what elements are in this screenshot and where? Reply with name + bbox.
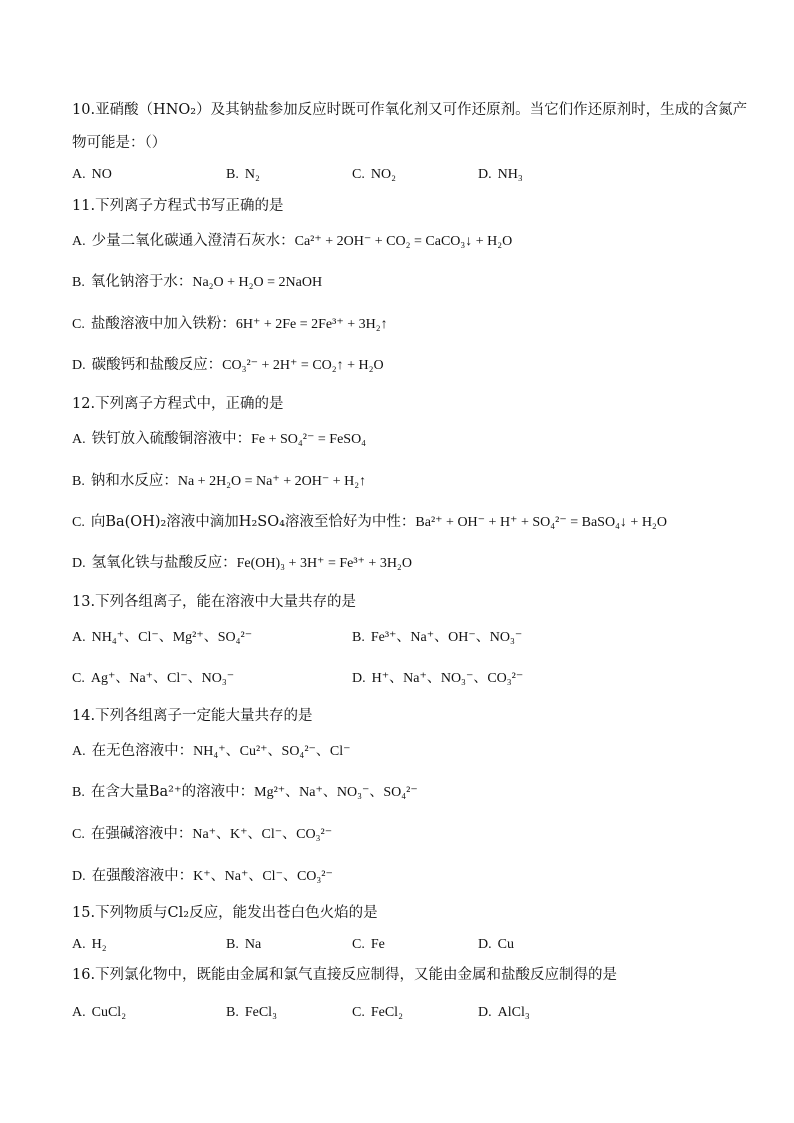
option-formula: Ba²⁺ + OH⁻ + H⁺ + SO₄²⁻ = BaSO₄↓ + H₂O	[415, 515, 667, 530]
option-16-c	[352, 1003, 403, 1021]
option-16-b	[226, 1003, 277, 1021]
option-16-a	[72, 1003, 126, 1021]
option-15-d	[478, 935, 514, 953]
option-label: A.	[72, 630, 86, 645]
option-label: C.	[72, 515, 85, 530]
option-formula: Ca²⁺ + 2OH⁻ + CO₂ = CaCO₃↓ + H₂O	[294, 234, 513, 249]
option-formula: Na + 2H₂O = Na⁺ + 2OH⁻ + H₂↑	[177, 474, 367, 489]
option-15-a	[72, 935, 107, 953]
option-label: B.	[72, 785, 85, 800]
option-10-b	[226, 165, 260, 183]
option-formula: Na⁺、K⁺、Cl⁻、CO₃²⁻	[192, 827, 333, 842]
option-label: D.	[72, 869, 86, 884]
question-stem-text: 下列物质与Cl₂反应，能发出苍白色火焰的是	[95, 905, 378, 921]
question-stem-text: 亚硝酸（HNO₂）及其钠盐参加反应时既可作氧化剂又可作还原剂。当它们作还原剂时，生成的含氮产	[95, 102, 748, 118]
option-text: 少量二氧化碳通入澄清石灰水：	[91, 233, 295, 249]
question-stem-text: 下列氯化物中，既能由金属和氯气直接反应制得，又能由金属和盐酸反应制得的是	[95, 967, 618, 983]
question-number: 12.	[72, 396, 96, 412]
option-text: 在无色溶液中：	[91, 743, 194, 759]
option-11-c	[72, 315, 388, 333]
question-stem-text: 下列各组离子一定能大量共存的是	[95, 708, 313, 724]
option-11-d	[72, 356, 384, 374]
option-text: 在含大量Ba²⁺的溶液中：	[90, 784, 255, 800]
option-label: A.	[72, 432, 86, 447]
option-formula: Ag⁺、Na⁺、Cl⁻、NO₃⁻	[90, 671, 235, 686]
option-text: 氢氧化铁与盐酸反应：	[91, 555, 237, 571]
option-label: C.	[352, 937, 365, 952]
option-text: 碳酸钙和盐酸反应：	[91, 357, 223, 373]
option-12-d	[72, 554, 412, 572]
option-label: A.	[72, 744, 86, 759]
option-label: D.	[352, 671, 366, 686]
question-stem-text: 下列离子方程式书写正确的是	[95, 198, 284, 214]
question-number: 15.	[72, 905, 96, 921]
option-formula: CO₃²⁻ + 2H⁺ = CO₂↑ + H₂O	[222, 358, 384, 373]
option-label: A.	[72, 167, 86, 182]
option-text: 在强酸溶液中：	[91, 868, 194, 884]
option-formula: NH₃	[497, 167, 523, 182]
option-label: C.	[72, 827, 85, 842]
option-12-a	[72, 430, 366, 448]
option-label: B.	[352, 630, 365, 645]
question-16-stem	[72, 966, 617, 984]
option-15-b	[226, 935, 261, 953]
option-label: D.	[478, 1005, 492, 1020]
question-number: 11.	[72, 198, 96, 214]
option-text: 钠和水反应：	[90, 473, 178, 489]
option-formula: FeCl₃	[244, 1005, 277, 1020]
option-formula: NH₄⁺、Cl⁻、Mg²⁺、SO₄²⁻	[91, 630, 253, 645]
option-13-d	[352, 669, 523, 687]
option-formula: Na₂O + H₂O = 2NaOH	[192, 275, 323, 290]
question-12-stem	[72, 395, 284, 413]
question-number: 16.	[72, 967, 96, 983]
option-formula: Cu	[497, 937, 514, 952]
option-formula: CuCl₂	[91, 1005, 127, 1020]
option-label: B.	[226, 937, 239, 952]
option-label: A.	[72, 234, 86, 249]
option-formula: Fe	[370, 937, 385, 952]
question-stem-text: 物可能是：（）	[72, 135, 167, 151]
option-13-c	[72, 669, 234, 687]
option-formula: Na	[244, 937, 262, 952]
option-formula: Fe(OH)₃ + 3H⁺ = Fe³⁺ + 3H₂O	[236, 556, 412, 571]
question-10-stem-line-2	[72, 134, 166, 152]
option-formula: NO	[91, 167, 112, 182]
option-label: D.	[478, 167, 492, 182]
option-16-d	[478, 1003, 530, 1021]
option-label: A.	[72, 1005, 86, 1020]
option-label: D.	[72, 556, 86, 571]
option-formula: H⁺、Na⁺、NO₃⁻、CO₃²⁻	[371, 671, 524, 686]
option-text: 盐酸溶液中加入铁粉：	[90, 316, 236, 332]
option-14-a	[72, 742, 351, 760]
option-formula: Fe³⁺、Na⁺、OH⁻、NO₃⁻	[370, 630, 523, 645]
option-label: D.	[72, 358, 86, 373]
option-formula: Fe + SO₄²⁻ = FeSO₄	[251, 432, 367, 447]
option-10-d	[478, 165, 523, 183]
option-label: C.	[72, 317, 85, 332]
option-13-a	[72, 628, 252, 646]
option-text: 在强碱溶液中：	[90, 826, 193, 842]
question-stem-text: 下列离子方程式中，正确的是	[95, 396, 284, 412]
question-14-stem	[72, 707, 313, 725]
question-10-stem-line-1	[72, 101, 747, 119]
option-text: 氧化钠溶于水：	[90, 274, 193, 290]
question-number: 10.	[72, 102, 96, 118]
option-label: C.	[72, 671, 85, 686]
option-label: C.	[352, 1005, 365, 1020]
option-formula: K⁺、Na⁺、Cl⁻、CO₃²⁻	[193, 869, 333, 884]
option-label: B.	[72, 275, 85, 290]
question-number: 13.	[72, 594, 96, 610]
option-11-b	[72, 273, 322, 291]
option-10-a	[72, 165, 112, 183]
option-15-c	[352, 935, 385, 953]
option-12-b	[72, 472, 366, 490]
question-stem-text: 下列各组离子，能在溶液中大量共存的是	[95, 594, 357, 610]
option-label: C.	[352, 167, 365, 182]
question-13-stem	[72, 593, 356, 611]
option-14-c	[72, 825, 332, 843]
option-formula: Mg²⁺、Na⁺、NO₃⁻、SO₄²⁻	[254, 785, 418, 800]
option-14-d	[72, 867, 333, 885]
option-10-c	[352, 165, 396, 183]
option-label: A.	[72, 937, 86, 952]
question-15-stem	[72, 904, 378, 922]
option-formula: NO₂	[370, 167, 396, 182]
question-11-stem	[72, 197, 284, 215]
option-label: D.	[478, 937, 492, 952]
option-11-a	[72, 232, 512, 250]
option-text: 向Ba(OH)₂溶液中滴加H₂SO₄溶液至恰好为中性：	[90, 514, 416, 530]
option-label: B.	[226, 1005, 239, 1020]
option-formula: H₂	[91, 937, 107, 952]
option-12-c	[72, 513, 667, 531]
option-formula: AlCl₃	[497, 1005, 530, 1020]
option-formula: 6H⁺ + 2Fe = 2Fe³⁺ + 3H₂↑	[235, 317, 388, 332]
option-14-b	[72, 783, 418, 801]
option-label: B.	[226, 167, 239, 182]
option-formula: N₂	[244, 167, 260, 182]
option-label: B.	[72, 474, 85, 489]
option-formula: NH₄⁺、Cu²⁺、SO₄²⁻、Cl⁻	[193, 744, 351, 759]
option-text: 铁钉放入硫酸铜溶液中：	[91, 431, 252, 447]
option-13-b	[352, 628, 522, 646]
question-number: 14.	[72, 708, 96, 724]
option-formula: FeCl₂	[370, 1005, 403, 1020]
